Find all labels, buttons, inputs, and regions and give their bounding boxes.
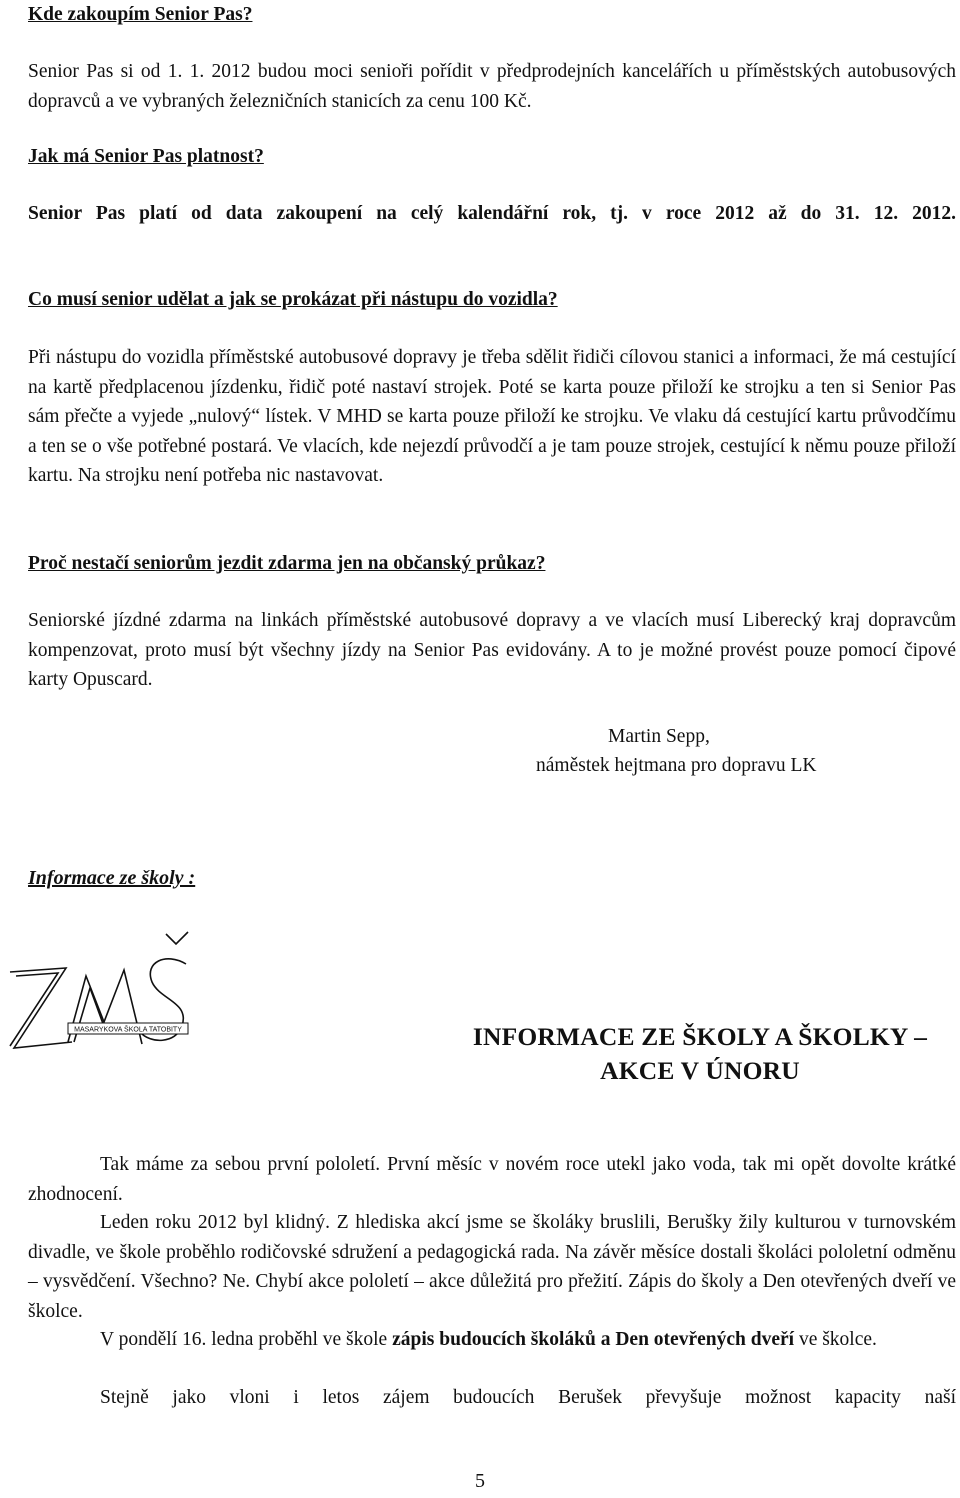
validity-text: Senior Pas platí od data zakoupení na celý kalendářní rok, tj. v roce 2012 až do 31. 12. 2012. [28,203,956,224]
school-paragraph-3 [28,1325,956,1355]
signature-role: náměstek hejtmana pro dopravu LK [536,755,817,776]
heading-validity: Jak má Senior Pas platnost? [28,146,264,167]
heading-how-to-board: Co musí senior udělat a jak se prokázat při nástupu do vozidla? [28,289,558,310]
school-logo [6,930,196,1050]
paragraph-why-not-id-card: Seniorské jízdné zdarma na linkách příměstské autobusové dopravy a ve vlacích musí Liberecký kraj dopravcům kompenzovat, proto musí být všechny jízdy na Senior Pas evidovány. A to je možné provést pouze pomocí čipové karty Opuscard. [28,610,956,690]
school-heading: Informace ze školy : [28,867,196,889]
p3-bold: zápis budoucích školáků a Den otevřených dveří [392,1329,795,1350]
signature-name: Martin Sepp, [608,726,710,747]
school-paragraph-4: Stejně jako vloni i letos zájem budoucích Berušek převyšuje možnost kapacity naší [100,1387,956,1408]
school-paragraph-1: Tak máme za sebou první pololetí. První měsíc v novém roce utekl jako voda, tak mi opět dovolte krátké zhodnocení. [28,1154,956,1205]
logo-caption: MASARYKOVA ŠKOLA TATOBITY [74,1026,182,1034]
school-title-line1: INFORMACE ZE ŠKOLY A ŠKOLKY – [472,1022,928,1051]
paragraph-how-to-board: Při nástupu do vozidla příměstské autobusové dopravy je třeba sdělit řidiči cílovou stanici a informaci, že má cestující na kartě předplacenou jízdenku, řidič poté nastaví strojek. Poté se karta pouze přiloží ke strojku a ten si Senior Pas sám přečte a vyjede „nulový“ lístek. V MHD se karta pouze přiloží ke strojku. Ve vlaku dá cestující kartu průvodčímu a ten se o vše potřebné postará. Ve vlacích, kde nejezdí průvodčí a je tam pouze strojek, cestující k němu pouze přiloží kartu. Na strojku není potřeba nic nastavovat. [28,347,956,486]
p3-before: V pondělí 16. ledna proběhl ve škole [100,1329,393,1350]
school-title-line2: AKCE V ÚNORU [600,1056,800,1085]
school-paragraph-2: Leden roku 2012 byl klidný. Z hlediska akcí jsme se školáky bruslili, Berušky žily kulturou v turnovském divadle, ve škole proběhlo rodičovské sdružení a pedagogická rada. Na závěr měsíce dostali školáci pololetní odměnu – vysvědčení. Všechno? Ne. Chybí akce pololetí – akce důležitá pro přežití. Zápis do školy a Den otevřených dveří ve školce. [28,1212,956,1322]
p3-after: ve školce. [794,1329,877,1350]
page-number: 5 [475,1470,485,1492]
paragraph-where-to-buy: Senior Pas si od 1. 1. 2012 budou moci senioři pořídit v předprodejních kancelářích u příměstských autobusových dopravců a ve vybraných železničních stanicích za cenu 100 Kč. [28,61,956,112]
heading-where-to-buy: Kde zakoupím Senior Pas? [28,4,253,25]
heading-why-not-id-card: Proč nestačí seniorům jezdit zdarma jen na občanský průkaz? [28,553,546,574]
paragraph-validity-line1 [28,199,956,229]
